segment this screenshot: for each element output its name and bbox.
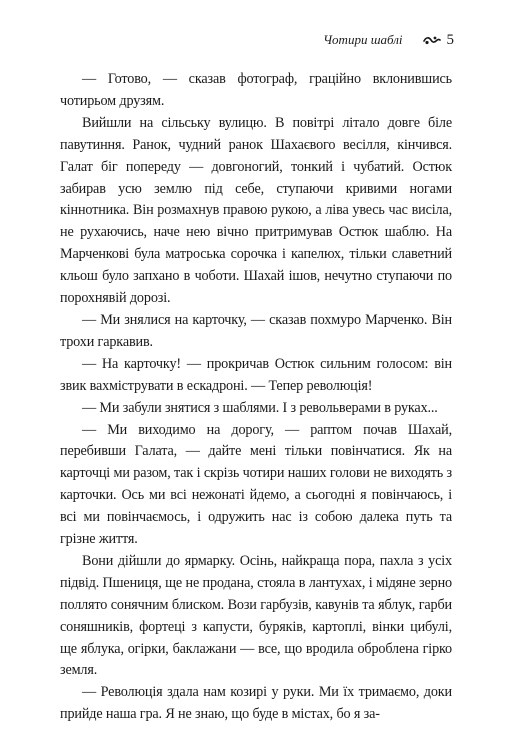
paragraph: — Ми знялися на карточку, — сказав похмуро Марченко. Він трохи гаркавив. <box>60 311 452 350</box>
paragraph: Вони дійшли до ярмарку. Осінь, найкраща пора, пахла з усіх підвід. Пшениця, ще не продана, стояла в лантухах, і мідяне зерно поллято сонячним блиском. Вози гарбузів, кавунів та яблук, гарби соняшників, фортеці з капусти, буряків, картоплі, вінки цибулі, ще яблука, огірки, баклажани — все, що вродила оброблена гірко земля. <box>60 552 452 679</box>
running-header <box>323 32 454 48</box>
running-title: Чотири шаблі <box>323 32 403 47</box>
paragraph: Вийшли на сільську вулицю. В повітрі літало довге біле павутиння. Ранок, чудний ранок Шахаєвого весілля, кінчився. Галат біг попереду — довгоногий, тонкий і чубатий. Остюк забирав усю землю під себе, ступаючи кривими ногами кіннотника. Він розмахнув правою рукою, а ліва увесь час висіла, не рухаючись, наче нею вічно притримував Остюк шаблю. На Марченкові була матроська сорочка і капелюх, тільки славетний кльош було запхано в чоботи. Шахай ішов, нечутно ступаючи по порохнявій дорозі. <box>60 114 452 307</box>
paragraph: — Ми забули знятися з шаблями. І з револьверами в руках... <box>82 399 438 416</box>
body-text <box>60 69 452 726</box>
paragraph: — На карточку! — прокричав Остюк сильним голосом: він звик вахміструвати в ескадроні. — Тепер революція! <box>60 355 452 394</box>
fleuron-icon <box>423 35 441 45</box>
paragraph: — Революція здала нам козирі у руки. Ми їх тримаємо, доки прийде наша гра. Я не знаю, що буде в містах, бо я за- <box>60 684 452 723</box>
paragraph: — Готово, — сказав фотограф, граційно вклонившись чотирьом друзям. <box>60 71 452 109</box>
paragraph: — Ми виходимо на дорогу, — раптом почав Шахай, перебивши Галата, — дайте мені тільки повінчатися. Як на карточці ми разом, так і скрізь чотири наших голови не виходять з карточки. Ось ми всі нежонаті йдемо, а сьогодні я повінчаюсь, і всі ми повінчаємось, і одружить нас із собою далека путь та грізне життя. <box>60 421 452 548</box>
page-number: 5 <box>446 32 454 48</box>
